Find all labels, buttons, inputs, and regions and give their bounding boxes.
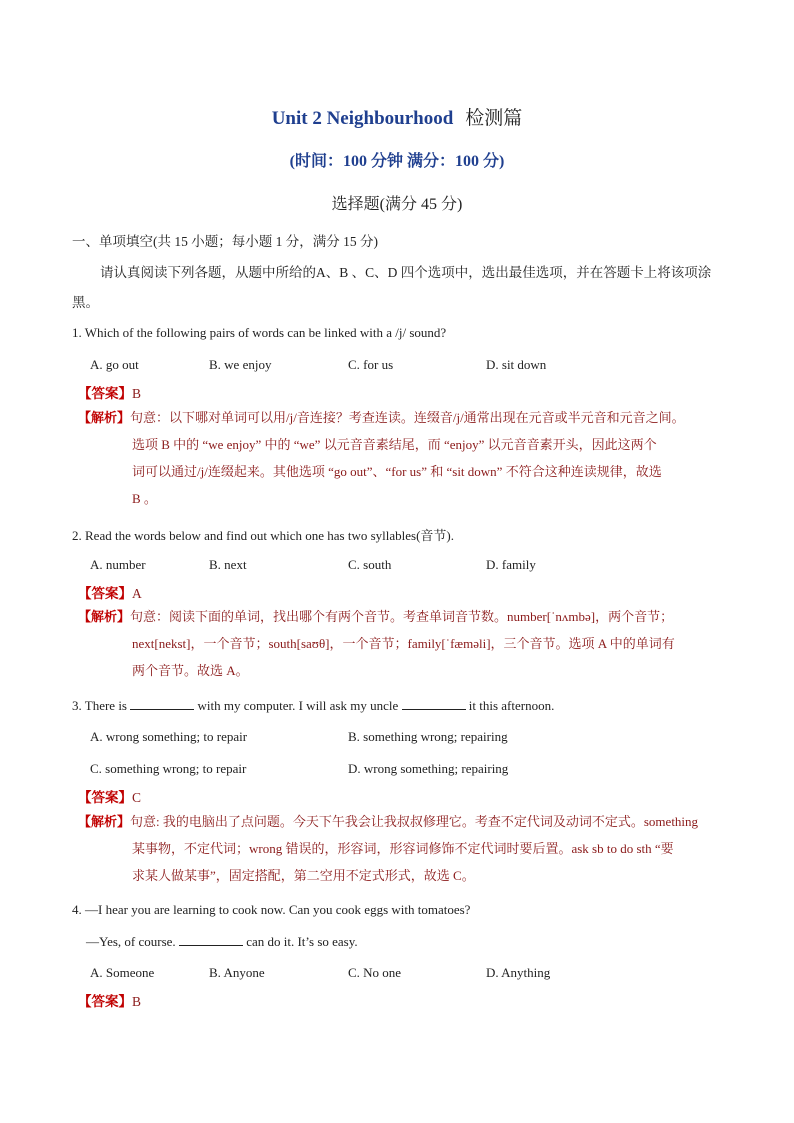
option-c: C. south — [348, 557, 392, 572]
option-d: D. wrong something; repairing — [348, 761, 509, 776]
question-3-answer — [78, 786, 141, 806]
option-b: B. we enjoy — [209, 357, 272, 372]
title-english: Unit 2 Neighbourhood — [271, 108, 454, 129]
option-d: D. Anything — [486, 965, 551, 980]
option-c: C. No one — [348, 965, 402, 980]
stem-text: —Yes, of course. — [86, 934, 179, 949]
answer-value: B — [132, 994, 142, 1009]
question-4-stem: 4. —I hear you are learning to cook now. Can you cook eggs with tomatoes? — [72, 902, 471, 917]
instructions: 请认真阅读下列各题，从题中所给的A、B 、C、D 四个选项中，选出最佳选项，并在答题卡上将该项涂黑。 — [72, 265, 712, 310]
option-d: D. sit down — [486, 357, 547, 372]
option-a: A. number — [90, 557, 146, 572]
stem-text: it this afternoon. — [465, 698, 555, 713]
exam-time-score: (时间：100 分钟 满分：100 分) — [289, 153, 505, 170]
option-b: B. something wrong; repairing — [348, 729, 508, 744]
title-chinese: 检测篇 — [465, 108, 523, 129]
option-d: D. family — [486, 557, 536, 572]
stem-text: 3. There is — [72, 698, 131, 713]
answer-value: B — [132, 386, 142, 401]
option-c: C. something wrong; to repair — [90, 761, 247, 776]
question-4-reply — [86, 933, 358, 950]
question-2-answer — [78, 582, 142, 602]
option-b: B. Anyone — [209, 965, 265, 980]
answer-label: 【答案】 — [78, 586, 132, 601]
question-2-stem: 2. Read the words below and find out which one has two syllables(音节). — [72, 528, 454, 543]
analysis-label: 【解析】 — [78, 814, 131, 829]
analysis-line: 两个音节。故选 A。 — [132, 663, 249, 678]
analysis-line: 选项 B 中的 “we enjoy” 中的 “we” 以元音音素结尾，而 “enjoy” 以元音音素开头，因此这两个 — [132, 437, 657, 452]
analysis-line: 求某人做某事”，固定搭配，第二空用不定式形式，故选 C。 — [132, 868, 475, 883]
option-a: A. Someone — [90, 965, 155, 980]
option-c: C. for us — [348, 357, 394, 372]
question-4-answer — [78, 990, 141, 1010]
answer-value: C — [132, 790, 142, 805]
analysis-label: 【解析】 — [78, 410, 131, 425]
analysis-line: B 。 — [132, 491, 157, 506]
option-a: A. wrong something; to repair — [90, 729, 248, 744]
page-title — [0, 103, 794, 130]
answer-label: 【答案】 — [78, 790, 132, 805]
analysis-line: 句意: 我的电脑出了点问题。今天下午我会让我叔叔修理它。考查不定代词及动词不定式。something — [130, 814, 699, 829]
option-a: A. go out — [90, 357, 139, 372]
answer-blank — [130, 697, 194, 710]
question-1-answer — [78, 382, 141, 402]
answer-blank — [402, 697, 466, 710]
option-b: B. next — [209, 557, 247, 572]
analysis-line: 某事物，不定代词；wrong 错误的，形容词，形容词修饰不定代词时要后置。ask sb to do sth “要 — [132, 841, 674, 856]
stem-text: with my computer. I will ask my uncle — [194, 698, 402, 713]
answer-label: 【答案】 — [78, 386, 132, 401]
question-3-stem — [72, 697, 554, 714]
answer-label: 【答案】 — [78, 994, 132, 1009]
answer-value: A — [132, 586, 142, 601]
stem-text: can do it. It’s so easy. — [242, 934, 358, 949]
analysis-label: 【解析】 — [78, 609, 131, 624]
question-1-analysis — [78, 404, 738, 512]
question-3-analysis — [78, 808, 738, 889]
question-2-analysis — [78, 603, 738, 684]
section-title: 选择题(满分 45 分) — [331, 196, 463, 213]
analysis-line: 句意：以下哪对单词可以用/j/音连接？考查连读。连缀音/j/通常出现在元音或半元音和元音之间。 — [130, 410, 685, 425]
analysis-line: 词可以通过/j/连缀起来。其他选项 “go out”、“for us” 和 “sit down” 不符合这种连读规律，故选 — [132, 464, 662, 479]
analysis-line: next[nekst]，一个音节；south[saʊθ]，一个音节；family[ˈfæməli]，三个音节。选项 A 中的单词有 — [132, 636, 675, 651]
analysis-line: 句意：阅读下面的单词，找出哪个有两个音节。考查单词音节数。number[ˈnʌmbə]，两个音节； — [130, 609, 674, 624]
part-heading: 一、单项填空(共 15 小题；每小题 1 分，满分 15 分) — [72, 234, 378, 249]
answer-blank — [179, 933, 243, 946]
question-1-stem: 1. Which of the following pairs of words can be linked with a /j/ sound? — [72, 325, 447, 340]
